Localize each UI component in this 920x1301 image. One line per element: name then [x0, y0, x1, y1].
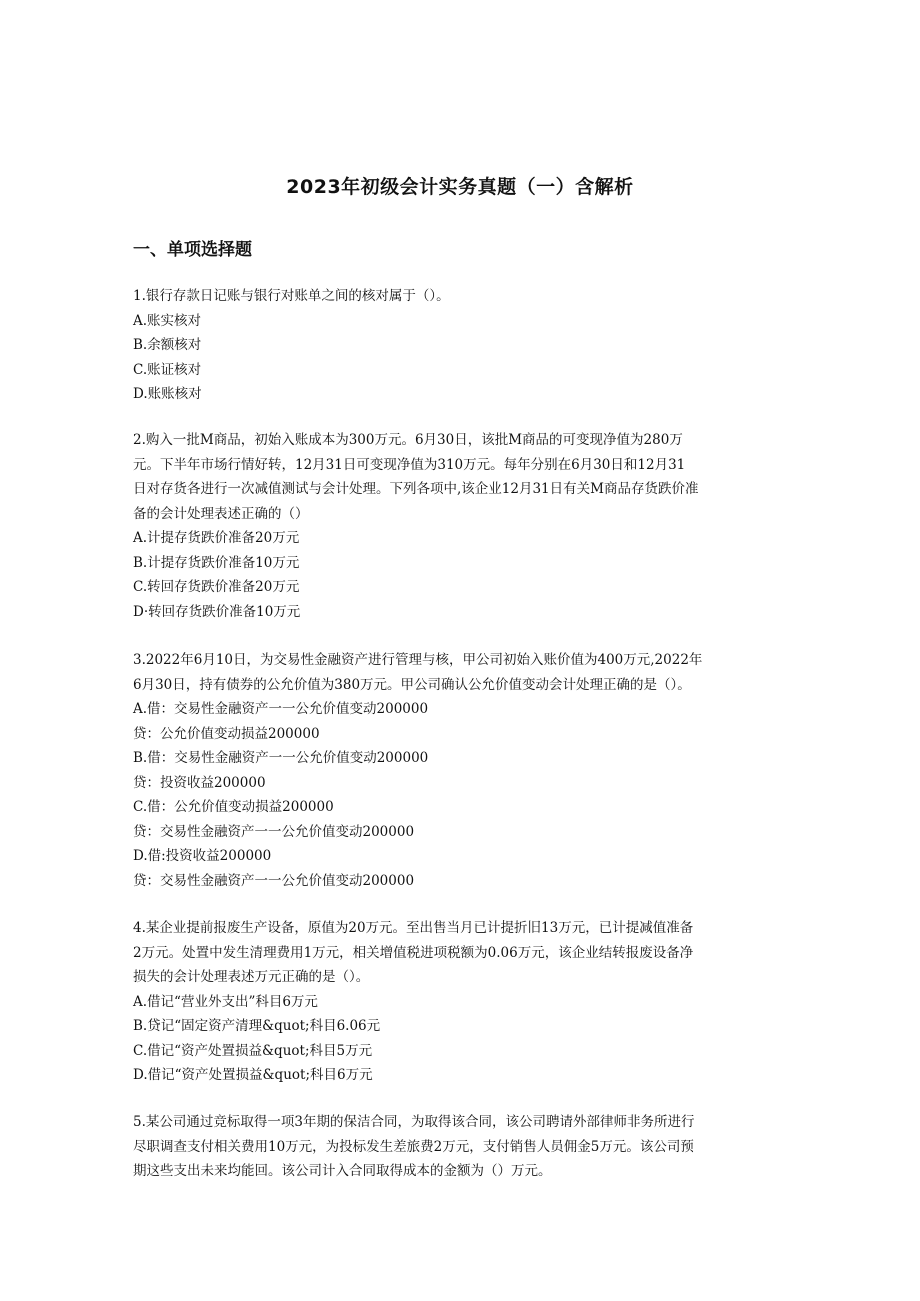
answer-option: D.账账核对: [133, 386, 202, 402]
answer-option: 贷：投资收益200000: [133, 774, 266, 791]
answer-option: 贷：交易性金融资产一一公允价值变动200000: [133, 872, 415, 889]
document-title: 2023年初级会计实务真题（一）含解析: [286, 176, 634, 198]
answer-option: A.借：交易性金融资产一一公允价值变动200000: [133, 701, 429, 717]
answer-option: C.转回存货跌价准备20万元: [133, 579, 300, 595]
answer-option: D·转回存货跌价准备10万元: [133, 603, 301, 620]
question-stem: 元。下半年市场行情好转，12月31日可变现净值为310万元。每年分别在6月30日和12月31: [133, 456, 686, 473]
question-stem: 1.银行存款日记账与银行对账单之间的核对属于（）。: [133, 288, 450, 304]
answer-option: C.借记“资产处置损益&quot;科目5万元: [133, 1042, 373, 1059]
question-stem: 6月30日，持有债券的公允价值为380万元。甲公司确认公允价值变动会计处理正确的是（）。: [133, 676, 691, 693]
answer-option: 贷：公允价值变动损益200000: [133, 725, 320, 742]
answer-option: A.计提存货跌价准备20万元: [133, 530, 300, 546]
question-stem: 期这些支出未来均能回。该公司计入合同取得成本的金额为（）万元。: [133, 1163, 552, 1179]
question-stem: 5.某公司通过竞标取得一项3年期的保洁合同，为取得该合同，该公司聘请外部律师非务所进行: [133, 1114, 695, 1130]
answer-option: C.借：公允价值变动损益200000: [133, 799, 334, 815]
section-heading: 一、单项选择题: [133, 240, 252, 260]
answer-option: A.账实核对: [133, 312, 202, 329]
answer-option: B.余额核对: [133, 337, 202, 353]
answer-option: B.贷记“固定资产清理&quot;科目6.06元: [133, 1018, 381, 1034]
question-stem: 备的会计处理表述正确的（）: [133, 505, 309, 522]
question-stem: 4.某企业提前报废生产设备，原值为20万元。至出售当月已计提折旧13万元，已计提减值准备: [133, 920, 694, 936]
question-2: [133, 428, 793, 624]
answer-option: D.借:投资收益200000: [133, 848, 272, 864]
question-stem: 2万元。处置中发生清理费用1万元，相关增值税进项税额为0.06万元，该企业结转报废设备净: [133, 944, 694, 961]
answer-option: 贷：交易性金融资产一一公允价值变动200000: [133, 823, 415, 840]
question-stem: 日对存货各进行一次减值测试与会计处理。下列各项中,该企业12月31日有关M商品存货跌价准: [133, 481, 699, 497]
question-1: [133, 284, 793, 407]
question-5: [133, 1110, 793, 1184]
question-stem: 损失的会计处理表述万元正确的是（）。: [133, 969, 370, 985]
question-stem: 2.购入一批M商品，初始入账成本为300万元。6月30日，该批M商品的可变现净值为280万: [133, 432, 683, 448]
question-stem: 3.2022年6月10日，为交易性金融资产进行管理与核，甲公司初始入账价值为400万元,2022年: [133, 652, 703, 668]
question-stem: 尽职调查支付相关费用10万元，为投标发生差旅费2万元，支付销售人员佣金5万元。该公司预: [133, 1138, 694, 1155]
answer-option: B.借：交易性金融资产一一公允价值变动200000: [133, 750, 429, 766]
question-4: [133, 916, 793, 1088]
answer-option: C.账证核对: [133, 361, 202, 378]
question-3: [133, 648, 793, 893]
answer-option: B.计提存货跌价准备10万元: [133, 554, 300, 571]
answer-option: A.借记“营业外支出”科目6万元: [133, 993, 318, 1010]
answer-option: D.借记“资产处置损益&quot;科目6万元: [133, 1067, 373, 1083]
